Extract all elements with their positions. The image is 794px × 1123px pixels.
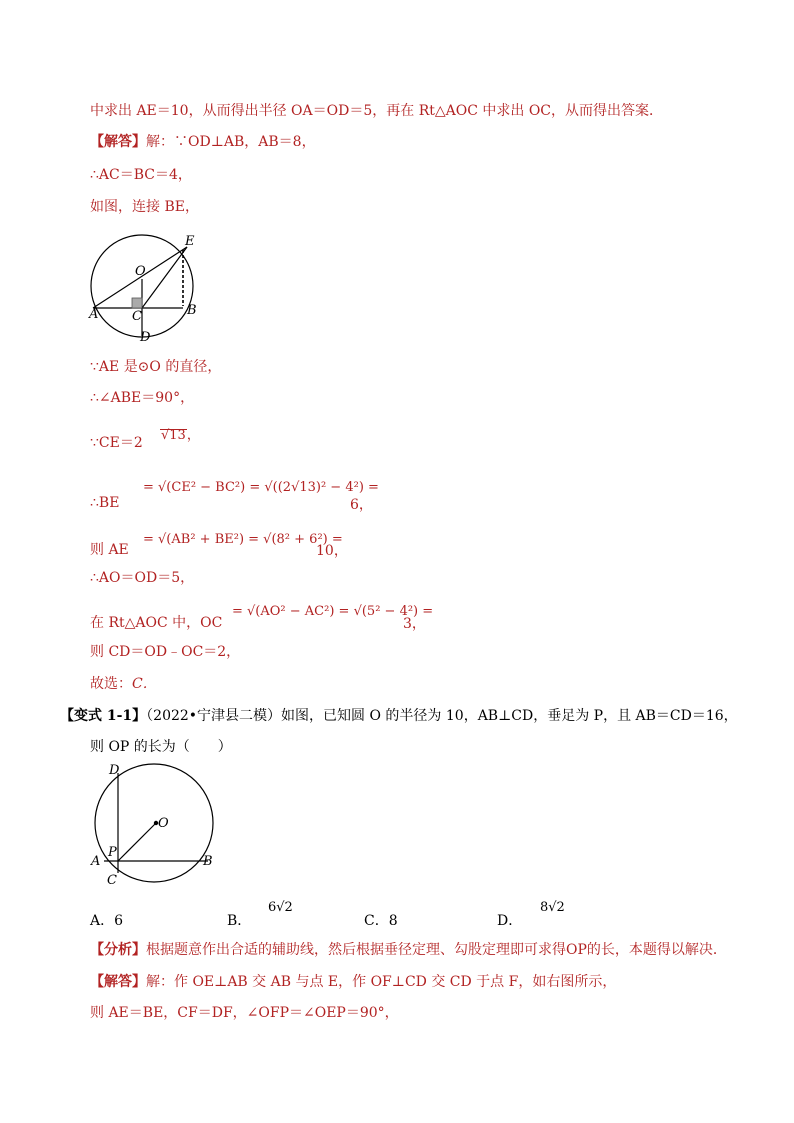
variant-text: （2022•宁津县二模）如图，已知圆 O 的半径为 10，AB⊥CD，垂足为 P，且 AB＝CD＝16， — [146, 708, 738, 724]
step-be-label: ∴BE — [90, 495, 120, 511]
variant-solution — [90, 973, 616, 991]
step-ae-label: 则 AE — [90, 542, 129, 558]
label-o: O — [158, 816, 169, 831]
analysis-text: 根据题意作出合适的辅助线，然后根据垂径定理、勾股定理即可求得OP的长，本题得以解决． — [146, 942, 727, 958]
variant-question-line2: 则 OP 的长为（ ） — [90, 739, 232, 755]
solution2-tag: 【解答】 — [90, 974, 146, 990]
label-a: A — [91, 854, 101, 869]
step-answer — [90, 675, 157, 693]
solution-start — [90, 133, 316, 151]
step-angle: ∴∠ABE＝90°， — [90, 390, 195, 406]
analysis-continuation: 中求出 AE＝10，从而得出半径 OA＝OD＝5，再在 Rt△AOC 中求出 OC，从而得出答案． — [90, 103, 664, 119]
ae-result: 10， — [316, 543, 348, 559]
variant-question — [60, 707, 738, 725]
ce-radical-value: √13 — [161, 428, 186, 443]
step-ac-bc: ∴AC＝BC＝4， — [90, 167, 192, 183]
label-c: C — [107, 873, 117, 888]
option-a[interactable]: A．6 — [90, 913, 124, 929]
answer-choice: C． — [132, 676, 157, 692]
label-p: P — [108, 845, 117, 860]
be-equation: = √(CE² − BC²) = √((2√13)² − 4²) = — [143, 480, 379, 495]
solution-tag: 【解答】 — [90, 134, 146, 150]
ce-comma: ， — [186, 428, 200, 443]
option-c[interactable]: C．8 — [364, 913, 398, 929]
label-b: B — [187, 303, 197, 318]
label-c: C — [132, 309, 142, 324]
label-o: O — [135, 264, 146, 279]
analysis-tag: 【分析】 — [90, 942, 146, 958]
right-angle-mark — [132, 298, 142, 308]
label-d: D — [109, 763, 120, 778]
be-result: 6， — [350, 497, 373, 513]
option-d-value: 8√2 — [540, 900, 565, 915]
step-radius: ∴AO＝OD＝5， — [90, 570, 195, 586]
variant-tag: 【变式 1-1】 — [60, 708, 147, 724]
step-ce: ∵CE＝2 — [90, 435, 143, 451]
label-b: B — [203, 854, 213, 869]
oc-result: 3， — [403, 616, 426, 632]
step-cd: 则 CD＝OD﹣OC＝2， — [90, 644, 241, 660]
segment-ce — [142, 247, 187, 308]
oc-equation: = √(AO² − AC²) = √(5² − 4²) = — [232, 604, 434, 619]
option-d[interactable]: D． — [497, 913, 523, 929]
variant-analysis — [90, 941, 727, 959]
option-b-value: 6√2 — [268, 900, 293, 915]
option-b[interactable]: B． — [227, 913, 252, 929]
step-oc-label: 在 Rt△AOC 中，OC — [90, 615, 223, 631]
ce-radical — [160, 424, 200, 443]
step-diameter: ∵AE 是⊙O 的直径， — [90, 359, 222, 375]
label-a: A — [89, 307, 99, 322]
segment-op — [118, 823, 156, 861]
solution-text: 解：∵OD⊥AB，AB＝8， — [146, 134, 316, 150]
circle-figure-2 — [88, 760, 223, 890]
circle-figure-1 — [85, 232, 215, 347]
label-d: D — [140, 330, 151, 345]
variant-solution-line2: 则 AE＝BE，CF＝DF，∠OFP＝∠OEP＝90°， — [90, 1005, 399, 1021]
solution2-text: 解：作 OE⊥AB 交 AB 与点 E，作 OF⊥CD 交 CD 于点 F，如右图所示， — [146, 974, 617, 990]
answer-prefix: 故选： — [90, 676, 132, 692]
ae-equation: = √(AB² + BE²) = √(8² + 6²) = — [143, 532, 343, 547]
label-e: E — [185, 234, 195, 249]
step-connect-be: 如图，连接 BE， — [90, 199, 199, 215]
